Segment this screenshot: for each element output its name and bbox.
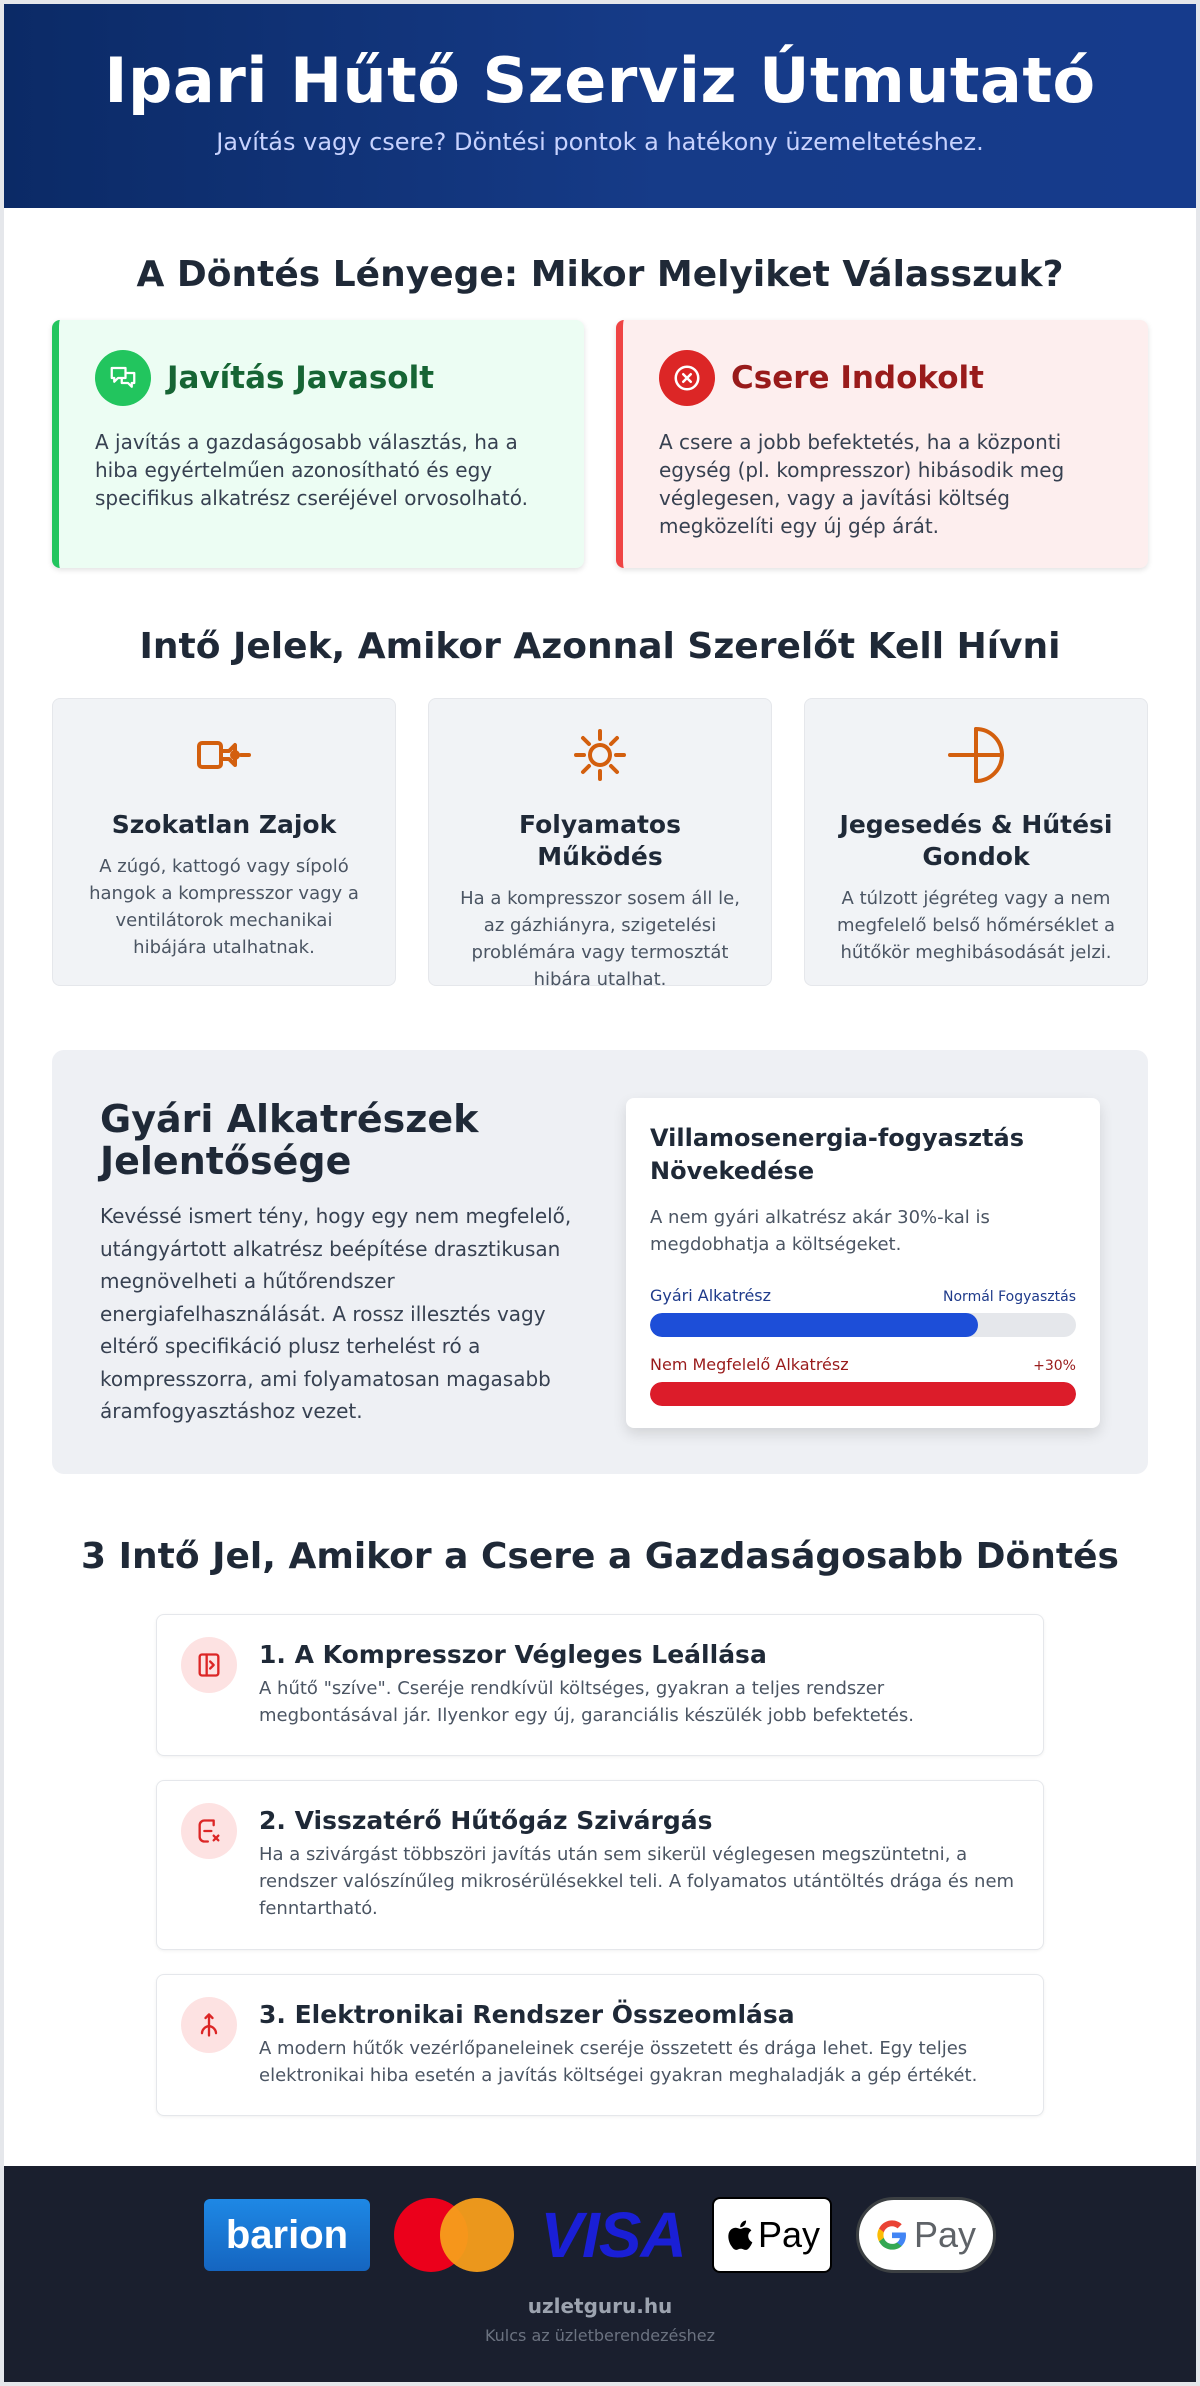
energy-card-title: Villamosenergia-fogyasztás Növekedése: [650, 1124, 1025, 1185]
mastercard-orange-circle: [440, 2198, 514, 2272]
sign-card-compressor-body: [259, 1637, 1019, 1755]
footer: [4, 2166, 1196, 2382]
visa-logo: VISA: [540, 2199, 686, 2271]
sign-card-gas-leak: [156, 1780, 1044, 1950]
nongenuine-part-bar-labels: [650, 1355, 1076, 1374]
energy-consumption-card: [626, 1098, 1100, 1428]
genuine-part-bar-labels: [650, 1286, 1076, 1305]
apple-pay-logo: [712, 2197, 832, 2273]
replacement-signs-section: [4, 1474, 1196, 2116]
gas-leak-icon: [181, 1803, 237, 1859]
warning-card-noise: [52, 698, 396, 986]
sign-card-compressor: [156, 1614, 1044, 1756]
decision-cards: [52, 320, 1148, 568]
genuine-part-bar-note: Normál Fogyasztás: [943, 1289, 1076, 1305]
warning-card-noise-title: Szokatlan Zajok: [111, 810, 337, 839]
genuine-part-bar: [650, 1286, 1076, 1337]
x-circle-icon: [659, 350, 715, 406]
repair-card-title: Javítás Javasolt: [167, 360, 435, 396]
sign-card-electronics-title: 3. Elektronikai Rendszer Összeomlása: [259, 2000, 795, 2029]
decision-section: [4, 208, 1196, 568]
mastercard-logo: [394, 2198, 514, 2272]
ice-half-circle-icon: [833, 727, 1119, 783]
circuit-fork-icon: [181, 1997, 237, 2053]
page-subtitle: Javítás vagy csere? Döntési pontok a hatékony üzemeltetéshez.: [216, 128, 984, 156]
warning-card-continuous: [428, 698, 772, 990]
chat-bubbles-icon: [95, 350, 151, 406]
genuine-parts-section: [52, 1050, 1148, 1474]
nongenuine-part-bar-note: +30%: [1033, 1358, 1076, 1374]
warning-cards: [52, 698, 1148, 990]
sign-card-electronics-text: A modern hűtők vezérlőpaneleinek cseréje összetett és drága lehet. Egy teljes elektronikai hiba esetén a javítás költségei gyakran meghaladják a gép értékét.: [259, 2038, 978, 2086]
sign-card-compressor-title: 1. A Kompresszor Végleges Leállása: [259, 1640, 767, 1669]
sign-card-electronics: [156, 1974, 1044, 2116]
repair-card-header: [95, 350, 548, 406]
genuine-part-bar-track: [650, 1313, 1076, 1337]
nongenuine-part-bar-label: Nem Megfelelő Alkatrész: [650, 1355, 849, 1374]
genuine-parts-title: Gyári Alkatrészek Jelentősége: [100, 1097, 479, 1183]
sign-card-compressor-text: A hűtő "szíve". Cseréje rendkívül költséges, gyakran a teljes rendszer megbontásával jár. Ilyenkor egy új, garanciális készülék jobb befektetés.: [259, 1678, 915, 1726]
warning-section: [4, 568, 1196, 990]
replacement-signs-list: [156, 1614, 1044, 2116]
hero-banner: [4, 4, 1196, 208]
repair-card-text: A javítás a gazdaságosabb választás, ha a hiba egyértelműen azonosítható és egy specifikus alkatrész cseréjével orvosolható.: [95, 430, 528, 510]
warning-title: Intő Jelek, Amikor Azonnal Szerelőt Kell Hívni: [139, 626, 1061, 667]
google-g-icon: [876, 2219, 908, 2251]
compressor-box-icon: [181, 1637, 237, 1693]
page-title: Ipari Hűtő Szerviz Útmutató: [104, 44, 1096, 117]
google-pay-logo: [856, 2197, 996, 2273]
nongenuine-part-bar-fill: [650, 1382, 1076, 1406]
barion-logo: barion: [204, 2199, 370, 2271]
genuine-parts-text: Kevéssé ismert tény, hogy egy nem megfelelő, utángyártott alkatrész beépítése drasztikusan megnövelheti a hűtőrendszer energiafelhasználását. A rossz illesztés vagy eltérő specifikáció plusz terhelést ró a kompresszorra, ami folyamatosan magasabb áramfogyasztáshoz vezet.: [100, 1204, 572, 1423]
replacement-signs-title: 3 Intő Jel, Amikor a Csere a Gazdaságosabb Döntés: [81, 1536, 1119, 1577]
warning-card-ice-text: A túlzott jégréteg vagy a nem megfelelő belső hőmérséklet a hűtőkör meghibásodását jelzi.: [836, 888, 1116, 963]
warning-card-continuous-text: Ha a kompresszor sosem áll le, az gázhiányra, szigetelési problémára vagy termosztát hibára utalhat.: [460, 888, 740, 990]
replace-card-header: [659, 350, 1112, 406]
nongenuine-part-bar: [650, 1355, 1076, 1406]
sign-card-gas-leak-text: Ha a szivárgást többszöri javítás után sem sikerül véglegesen megszüntetni, a rendszer valószínűleg mikrosérülésekkel teli. A folyamatos utántöltés drága és nem fenntartható.: [259, 1844, 1015, 1919]
apple-icon: [724, 2218, 754, 2252]
replace-card: [616, 320, 1148, 568]
genuine-part-bar-fill: [650, 1313, 978, 1337]
warning-card-continuous-title: Folyamatos Működés: [519, 810, 681, 871]
sun-gear-icon: [457, 727, 743, 783]
google-pay-text: Pay: [913, 2214, 977, 2255]
payment-methods: [4, 2198, 1196, 2272]
warning-card-ice: [804, 698, 1148, 986]
speaker-noise-icon: [81, 727, 367, 783]
warning-card-noise-text: A zúgó, kattogó vagy sípoló hangok a kompresszor vagy a ventilátorok mechanikai hibájára utalhatnak.: [89, 856, 359, 958]
energy-card-subtitle: A nem gyári alkatrész akár 30%-kal is megdobhatja a költségeket.: [650, 1207, 990, 1255]
sign-card-gas-leak-title: 2. Visszatérő Hűtőgáz Szivárgás: [259, 1806, 713, 1835]
footer-tagline: Kulcs az üzletberendezéshez: [484, 2326, 716, 2345]
genuine-parts-text-block: [100, 1098, 578, 1474]
sign-card-electronics-body: [259, 1997, 1019, 2115]
repair-card: [52, 320, 584, 568]
sign-card-gas-leak-body: [259, 1803, 1019, 1949]
decision-title: A Döntés Lényege: Mikor Melyiket Válasszuk?: [136, 254, 1064, 295]
replace-card-title: Csere Indokolt: [731, 360, 984, 396]
warning-card-ice-title: Jegesedés & Hűtési Gondok: [839, 810, 1113, 871]
genuine-part-bar-label: Gyári Alkatrész: [650, 1286, 772, 1305]
footer-site-name: uzletguru.hu: [527, 2294, 673, 2318]
replace-card-text: A csere a jobb befektetés, ha a központi egység (pl. kompresszor) hibásodik meg véglegesen, vagy a javítási költség megközelíti egy új gép árát.: [659, 430, 1065, 538]
apple-pay-text: Pay: [757, 2214, 821, 2255]
nongenuine-part-bar-track: [650, 1382, 1076, 1406]
